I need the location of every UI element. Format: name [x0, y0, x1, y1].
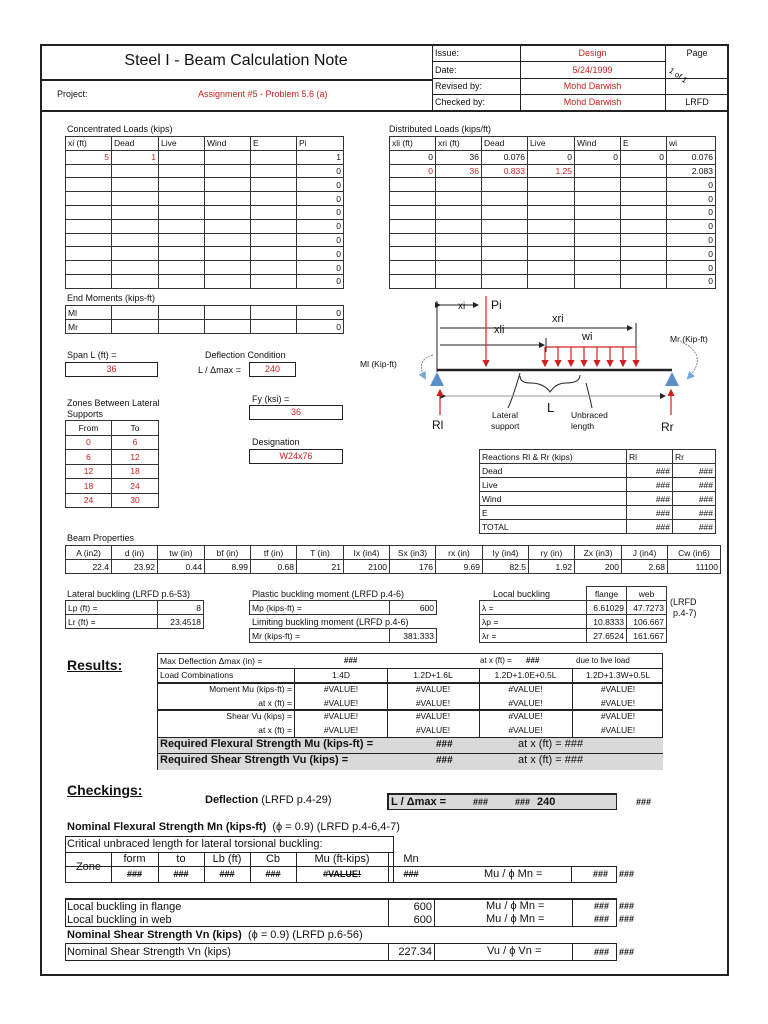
svg-text:Unbraced: Unbraced: [571, 410, 608, 420]
web-status: ###: [619, 914, 635, 924]
flexural-strength-heading: [67, 821, 400, 833]
load-combinations-label: Load Combinations: [160, 670, 234, 680]
column-header: Live: [528, 137, 575, 151]
zone-column-header: Mn: [403, 853, 419, 865]
shear-ratio: ###: [594, 947, 610, 957]
table-cell[interactable]: 2.68: [622, 560, 668, 574]
table-cell[interactable]: 600: [390, 601, 437, 615]
column-header: rx (in): [436, 546, 483, 560]
result-value: #VALUE!: [415, 698, 451, 708]
table-cell[interactable]: 161.667: [627, 629, 667, 643]
zone-column-header: Cb: [265, 853, 281, 865]
table-cell[interactable]: 8.99: [205, 560, 251, 574]
column-header: J (in4): [622, 546, 668, 560]
result-value: #VALUE!: [508, 725, 543, 735]
column-header: ry (in): [529, 546, 575, 560]
designation-input[interactable]: W24x76: [249, 449, 343, 464]
table-cell[interactable]: 0: [667, 205, 716, 219]
flange-ratio-label: Mu / ϕ Mn =: [486, 900, 545, 912]
table-cell[interactable]: 0: [297, 178, 344, 192]
table-cell[interactable]: 36: [436, 150, 482, 164]
result-row-label: at x (ft) =: [258, 698, 292, 708]
table-cell[interactable]: 1.25: [528, 164, 575, 178]
column-header: Sx (in3): [390, 546, 436, 560]
web-label: Local buckling in web: [67, 914, 172, 926]
result-value: #VALUE!: [600, 711, 636, 721]
shear-title: Nominal Shear Strength Vn (kips): [67, 929, 242, 941]
table-cell[interactable]: 12: [112, 450, 159, 465]
zone-ratio-label: Mu / ϕ Mn =: [484, 868, 543, 880]
result-value: #VALUE!: [323, 684, 359, 694]
table-cell[interactable]: 0: [297, 233, 344, 247]
table-cell[interactable]: 0.076: [667, 150, 716, 164]
table-cell[interactable]: 10.8333: [587, 615, 627, 629]
reactions-table: [479, 449, 716, 534]
flexural-phi: (ϕ = 0.9) (LRFD p.4-6,4-7): [272, 821, 400, 833]
checked-value[interactable]: Mohd Darwish: [563, 97, 622, 107]
result-value: #VALUE!: [323, 711, 359, 721]
table-cell[interactable]: 0.68: [251, 560, 297, 574]
zones-title-line1: Zones Between Lateral: [67, 398, 160, 408]
plastic-moment-table: [249, 600, 437, 615]
required-flexural-atx: at x (ft) = ###: [518, 738, 584, 750]
header-row: [480, 450, 716, 464]
table-cell[interactable]: 0: [297, 192, 344, 206]
mr-moment-arrow: [680, 341, 697, 378]
lateral-support-pointer: [508, 373, 520, 408]
table-cell[interactable]: 0.44: [158, 560, 205, 574]
column-header: Rl: [627, 450, 673, 464]
svg-text:Pi: Pi: [491, 298, 502, 312]
header-row: [480, 587, 667, 601]
column-header: A (in2): [66, 546, 112, 560]
result-value: #VALUE!: [600, 698, 636, 708]
plastic-moment-title: Plastic buckling moment (LRFD p.4-6): [252, 589, 405, 599]
column-header: Ix (in4): [344, 546, 390, 560]
column-header: E: [251, 137, 297, 151]
deflection-limit: 240: [537, 796, 556, 808]
ml-moment-arrow: [421, 355, 433, 378]
column-header: tf (in): [251, 546, 297, 560]
table-cell[interactable]: 24: [112, 479, 159, 494]
result-row-label: at x (ft) =: [258, 725, 292, 735]
table-cell[interactable]: Mp (kips-ft) =: [250, 601, 390, 615]
table-row: [480, 492, 716, 506]
table-cell[interactable]: 106.667: [627, 615, 667, 629]
result-value: #VALUE!: [415, 725, 451, 735]
table-cell[interactable]: 0: [667, 178, 716, 192]
shear-vn: 227.34: [398, 946, 432, 958]
result-row-label: Shear Vu (kips) =: [226, 711, 292, 721]
table-cell[interactable]: 30: [112, 493, 159, 508]
table-cell[interactable]: 5: [66, 150, 112, 164]
zone-value: ###: [173, 869, 189, 879]
max-deflection-atx: ###: [526, 656, 540, 665]
table-cell[interactable]: Dead: [480, 464, 627, 478]
table-cell[interactable]: 9.69: [436, 560, 483, 574]
svg-text:xi: xi: [458, 301, 466, 312]
deflection-check-label: [205, 794, 332, 806]
left-support-icon: [430, 372, 444, 386]
table-cell[interactable]: 0.076: [482, 150, 528, 164]
header-row: [66, 546, 721, 560]
column-header: Live: [159, 137, 205, 151]
shear-status: ###: [619, 947, 635, 957]
column-header: Rr: [673, 450, 716, 464]
lateral-buckling-table: [65, 600, 204, 629]
svg-text:Lateral: Lateral: [492, 410, 518, 420]
shear-phi: (ϕ = 0.9) (LRFD p.6-56): [247, 929, 363, 941]
critical-length-label: Critical unbraced length for lateral torsional buckling:: [67, 838, 323, 850]
page-title: Steel I - Beam Calculation Note: [124, 52, 348, 69]
shear-label: Nominal Shear Strength Vn (kips): [67, 946, 231, 958]
table-cell[interactable]: 1: [112, 150, 159, 164]
table-cell[interactable]: 0: [297, 261, 344, 275]
table-cell[interactable]: 21: [297, 560, 344, 574]
flange-ratio: ###: [594, 901, 610, 911]
limiting-moment-title: Limiting buckling moment (LRFD p.4-6): [252, 617, 409, 627]
max-deflection-label: Max Deflection Δmax (in) =: [160, 656, 263, 666]
table-cell[interactable]: 0: [297, 274, 344, 288]
deflection-limit-value: ###: [515, 797, 531, 807]
table-row: [480, 520, 716, 534]
svg-text:wi: wi: [582, 331, 593, 343]
svg-text:xli: xli: [494, 324, 505, 336]
result-value: #VALUE!: [508, 711, 543, 721]
zone-value: #VALUE!: [323, 869, 361, 879]
lateral-buckling-title: Lateral buckling (LRFD p.6-53): [67, 589, 191, 599]
table-cell[interactable]: 11100: [668, 560, 721, 574]
svg-text:Rl: Rl: [432, 418, 444, 432]
column-header: tw (in): [158, 546, 205, 560]
table-cell[interactable]: 0: [575, 150, 621, 164]
table-cell[interactable]: 6: [66, 450, 112, 465]
beam-properties-table: [65, 545, 721, 574]
table-cell[interactable]: 47.7273: [627, 601, 667, 615]
table-row: [480, 506, 716, 520]
table-cell[interactable]: λr =: [480, 629, 587, 643]
required-shear-label: Required Shear Strength Vu (kips) =: [160, 754, 349, 766]
revised-value[interactable]: Mohd Darwish: [563, 81, 622, 91]
fy-input[interactable]: 36: [249, 405, 343, 420]
table-cell[interactable]: 2.083: [667, 164, 716, 178]
column-header: Reactions Rl & Rr (kips): [480, 450, 627, 464]
table-cell[interactable]: Mr (kips-ft) =: [250, 629, 390, 643]
combo-4: 1.2D+1.3W+0.5L: [585, 670, 651, 680]
zone-ratio-value: ###: [593, 869, 609, 879]
web-ratio: ###: [594, 914, 610, 924]
table-cell[interactable]: ###: [627, 478, 673, 492]
table-cell[interactable]: 0: [667, 219, 716, 233]
table-cell[interactable]: Lr (ft) =: [66, 615, 158, 629]
column-header: Wind: [205, 137, 251, 151]
table-row: [66, 601, 204, 615]
table-cell[interactable]: 18: [112, 464, 159, 479]
shear-strength-heading: [67, 929, 363, 941]
local-buckling-check-table: [65, 898, 617, 927]
column-header: xli (ft): [390, 137, 436, 151]
table-cell[interactable]: 0.833: [482, 164, 528, 178]
zone-label: Zone: [75, 861, 102, 873]
end-moments-title: End Moments (kips-ft): [67, 293, 156, 303]
table-row: [250, 629, 437, 643]
table-cell[interactable]: ###: [673, 478, 716, 492]
column-header: To: [112, 421, 159, 436]
due-to-live-load: due to live load: [576, 656, 630, 665]
svg-text:Mr (Kip-ft): Mr (Kip-ft): [670, 334, 708, 344]
table-cell[interactable]: 0: [297, 205, 344, 219]
column-header: wi: [667, 137, 716, 151]
column-header: Zx (in3): [575, 546, 622, 560]
result-value: #VALUE!: [323, 725, 359, 735]
table-cell[interactable]: ###: [627, 506, 673, 520]
column-header: Dead: [112, 137, 159, 151]
table-cell[interactable]: 0: [297, 247, 344, 261]
local-buckling-ref: (LRFD: [670, 597, 697, 607]
table-cell[interactable]: ###: [673, 492, 716, 506]
deflection-check-box: [387, 793, 617, 810]
column-header: T (in): [297, 546, 344, 560]
revised-label: Revised by:: [435, 81, 483, 91]
column-header: Iy (in4): [483, 546, 529, 560]
table-cell[interactable]: 23.92: [112, 560, 158, 574]
table-row: [250, 601, 437, 615]
table-row: [480, 615, 667, 629]
column-header: Cw (in6): [668, 546, 721, 560]
table-cell[interactable]: 0: [390, 150, 436, 164]
deflection-ratio-value: ###: [473, 797, 489, 807]
shear-ratio-label: Vu / ϕ Vn =: [487, 945, 542, 957]
beam-properties-title: Beam Properties: [67, 533, 135, 543]
table-row: [480, 601, 667, 615]
table-cell[interactable]: 2100: [344, 560, 390, 574]
svg-text:Rr: Rr: [661, 420, 674, 434]
column-header: From: [66, 421, 112, 436]
deflection-ratio-label: L / Δmax =: [198, 365, 241, 375]
checkings-title: Checkings:: [67, 782, 143, 798]
table-cell[interactable]: 12: [66, 464, 112, 479]
span-label: Span L (ft) =: [67, 350, 117, 360]
date-value[interactable]: 5/24/1999: [572, 65, 613, 75]
table-cell[interactable]: 0: [667, 274, 716, 288]
flange-mn: 600: [413, 901, 432, 913]
table-cell[interactable]: 27.6524: [587, 629, 627, 643]
column-header: xi (ft): [66, 137, 112, 151]
project-value[interactable]: Assignment #5 - Problem 5.6 (a): [198, 89, 328, 99]
results-title: Results:: [67, 657, 123, 673]
column-header: d (in): [112, 546, 158, 560]
result-value: #VALUE!: [508, 684, 543, 694]
column-header: Dead: [482, 137, 528, 151]
concentrated-loads-title: Concentrated Loads (kips): [67, 124, 173, 134]
deflection-condition-label: Deflection Condition: [205, 350, 286, 360]
table-cell[interactable]: 0: [528, 150, 575, 164]
table-cell[interactable]: 22.4: [66, 560, 112, 574]
table-cell[interactable]: 0: [667, 261, 716, 275]
flexural-title: Nominal Flexural Strength Mn (kips-ft): [67, 821, 267, 833]
right-support-icon: [665, 372, 679, 386]
required-shear-atx: at x (ft) = ###: [518, 754, 584, 766]
table-cell[interactable]: 18: [66, 479, 112, 494]
combo-2: 1.2D+1.6L: [413, 670, 453, 680]
page-number: 1 of 1: [667, 66, 689, 85]
fy-label: Fy (ksi) =: [252, 394, 290, 404]
shear-check-table: [65, 943, 617, 961]
zone-column-header: to: [176, 853, 186, 865]
table-cell[interactable]: ###: [627, 464, 673, 478]
table-cell[interactable]: Wind: [480, 492, 627, 506]
table-cell[interactable]: ###: [627, 520, 673, 534]
zone-status: ###: [619, 869, 635, 879]
local-buckling-table: [479, 586, 667, 643]
zone-value: ###: [219, 869, 235, 879]
flange-label: Local buckling in flange: [67, 901, 182, 913]
svg-text:L: L: [547, 400, 555, 415]
table-cell[interactable]: 0: [66, 435, 112, 450]
unbraced-brace: [520, 375, 580, 392]
svg-text:Ml (Kip-ft): Ml (Kip-ft): [360, 359, 397, 369]
result-value: #VALUE!: [600, 684, 636, 694]
table-cell[interactable]: λ =: [480, 601, 587, 615]
table-cell[interactable]: 8: [158, 601, 204, 615]
result-row-label: Moment Mu (kips-ft) =: [209, 684, 292, 694]
result-value: #VALUE!: [508, 698, 543, 708]
table-cell[interactable]: Ml: [66, 306, 112, 320]
web-ratio-label: Mu / ϕ Mn =: [486, 913, 545, 925]
required-shear-value: ###: [436, 755, 453, 766]
result-value: #VALUE!: [600, 725, 636, 735]
table-row: [480, 464, 716, 478]
column-header: bf (in): [205, 546, 251, 560]
combo-1: 1.4D: [332, 670, 350, 680]
svg-text:support: support: [491, 421, 520, 431]
checked-label: Checked by:: [435, 97, 486, 107]
table-cell[interactable]: ###: [673, 506, 716, 520]
table-cell[interactable]: Live: [480, 478, 627, 492]
column-header: web: [627, 587, 667, 601]
code-label: LRFD: [685, 97, 709, 107]
issue-label: Issue:: [435, 48, 460, 58]
zone-column-header: Mu (ft-kips): [314, 853, 370, 865]
table-cell[interactable]: 0: [297, 164, 344, 178]
local-buckling-title: Local buckling: [493, 589, 551, 599]
limiting-moment-table: [249, 628, 437, 643]
zone-value: ###: [126, 869, 143, 879]
table-cell[interactable]: 1: [297, 150, 344, 164]
result-value: #VALUE!: [415, 684, 451, 694]
result-value: #VALUE!: [323, 698, 359, 708]
table-cell[interactable]: 200: [575, 560, 622, 574]
deflection-check-ref: (LRFD p.4-29): [261, 794, 332, 806]
svg-text:length: length: [571, 421, 595, 431]
table-cell[interactable]: ###: [673, 464, 716, 478]
table-row: [480, 478, 716, 492]
table-row: [480, 629, 667, 643]
table-cell[interactable]: 36: [436, 164, 482, 178]
table-cell[interactable]: 0: [297, 219, 344, 233]
required-flexural-label: Required Flexural Strength Mu (kips-ft) =: [160, 738, 373, 750]
table-cell[interactable]: Lp (ft) =: [66, 601, 158, 615]
max-deflection-value: ###: [344, 656, 358, 665]
table-row: [66, 615, 204, 629]
table-cell[interactable]: 1.92: [529, 560, 575, 574]
max-deflection-atx-label: at x (ft) =: [480, 656, 512, 665]
table-cell[interactable]: ###: [627, 492, 673, 506]
date-label: Date:: [435, 65, 457, 75]
column-header: xri (ft): [436, 137, 482, 151]
project-label: Project:: [57, 89, 88, 99]
table-cell[interactable]: 0: [667, 233, 716, 247]
table-cell[interactable]: 0: [297, 320, 344, 334]
web-mn: 600: [413, 914, 432, 926]
page-label: Page: [686, 48, 708, 58]
deflection-check-title: Deflection: [205, 794, 259, 806]
deflection-ratio-label: L / Δmax =: [391, 796, 447, 808]
zone-ratio-row: [65, 866, 617, 883]
table-cell[interactable]: 6.61029: [587, 601, 627, 615]
table-cell[interactable]: 24: [66, 493, 112, 508]
table-cell[interactable]: TOTAL: [480, 520, 627, 534]
table-cell[interactable]: 23.4518: [158, 615, 204, 629]
span-input[interactable]: 36: [65, 362, 158, 377]
table-cell[interactable]: Mr: [66, 320, 112, 334]
combo-3: 1.2D+1.0E+0.5L: [494, 670, 557, 680]
zone-value: ###: [403, 869, 419, 879]
table-cell[interactable]: λp =: [480, 615, 587, 629]
svg-text:xri: xri: [552, 313, 564, 325]
table-cell[interactable]: 0: [667, 192, 716, 206]
table-cell[interactable]: 0: [390, 164, 436, 178]
table-cell[interactable]: E: [480, 506, 627, 520]
required-flexural-value: ###: [436, 739, 453, 750]
column-header: flange: [587, 587, 627, 601]
table-cell[interactable]: 176: [390, 560, 436, 574]
deflection-input[interactable]: 240: [249, 362, 296, 377]
issue-value[interactable]: Design: [578, 48, 607, 58]
table-cell[interactable]: 6: [112, 435, 159, 450]
column-header: Pi: [297, 137, 344, 151]
zone-column-header: Lb (ft): [212, 853, 242, 865]
designation-label: Designation: [252, 437, 300, 447]
zone-column-header: form: [123, 853, 146, 865]
table-cell[interactable]: ###: [673, 520, 716, 534]
distributed-loads-title: Distributed Loads (kips/ft): [389, 124, 492, 134]
table-row: [66, 560, 721, 574]
results-table: [157, 653, 663, 770]
flange-status: ###: [619, 901, 635, 911]
table-cell[interactable]: 381.333: [390, 629, 437, 643]
column-header: E: [621, 137, 667, 151]
table-cell[interactable]: 0: [297, 306, 344, 320]
local-buckling-ref2: p.4-7): [673, 608, 697, 618]
result-value: #VALUE!: [415, 711, 451, 721]
deflection-status: ###: [636, 797, 652, 807]
zone-value: ###: [265, 869, 281, 879]
table-cell[interactable]: 0: [621, 150, 667, 164]
table-cell[interactable]: 82.5: [483, 560, 529, 574]
column-header: Wind: [575, 137, 621, 151]
zones-title-line2: Supports: [67, 409, 104, 419]
table-cell[interactable]: 0: [667, 247, 716, 261]
